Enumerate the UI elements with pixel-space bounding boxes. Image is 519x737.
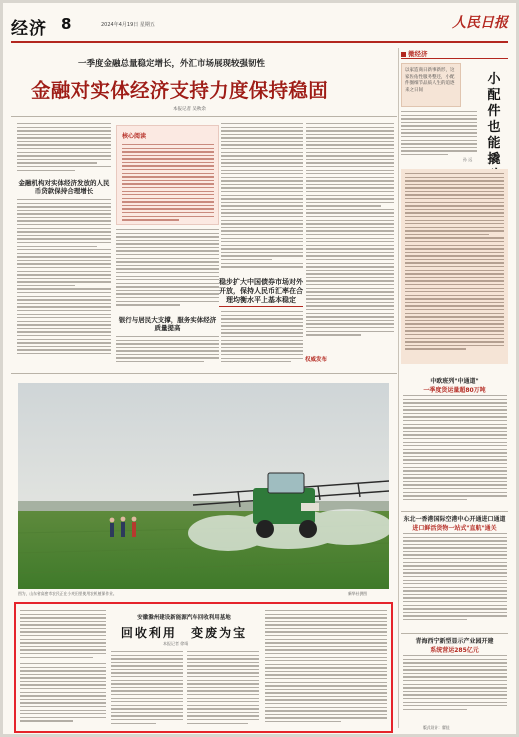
divider xyxy=(11,116,397,117)
lead-subhead-2: 银行与居民大支撑，服务实体经济质量提高 xyxy=(118,316,217,332)
divider xyxy=(11,373,397,374)
body-text-col4 xyxy=(306,123,394,351)
bottom-lead-text xyxy=(20,610,106,660)
micro-economy-head xyxy=(401,49,508,59)
brief-3-text xyxy=(403,655,507,721)
lead-byline: 本报记者 吴秋余 xyxy=(173,107,206,112)
bottom-title: 回收利用 变废为宝 xyxy=(120,626,248,640)
page-footer: 版式设计：翟佳 xyxy=(423,725,450,730)
brief-3-subtitle: 系统营运285亿元 xyxy=(430,647,479,654)
feature-author: 孙 远 xyxy=(463,157,473,162)
newspaper-page xyxy=(3,3,516,734)
section-label: 经济 xyxy=(11,19,47,39)
lead-pull-quote: 稳步扩大中国债券市场对外开放，保持人民币汇率在合理均衡水平上基本稳定 xyxy=(219,278,303,304)
brief-2-title: 东北一香港国际空港中心开通进口通道 xyxy=(403,516,506,523)
micro-economy-label: 微经济 xyxy=(408,50,428,58)
page-header xyxy=(11,11,508,43)
core-reading-text xyxy=(122,144,214,224)
body-text-col3a xyxy=(221,123,303,273)
newspaper-logo: 人民日报 xyxy=(452,15,508,31)
core-reading-title: 核心阅读 xyxy=(122,133,147,140)
photo-illustration xyxy=(18,383,389,589)
feature-summary-text: 以家造商日新事新形，这家佐佑性服务整还，小配件圈细节品质人生的追逐来之日间 xyxy=(405,68,455,93)
brief-2-text xyxy=(403,533,507,631)
brief-1-subtitle: 一季度货运量超80万吨 xyxy=(423,387,486,394)
photo-credit: 新华社供图 xyxy=(348,591,367,596)
bottom-kicker: 安徽滁州建设新能源汽车回收利用基地 xyxy=(137,615,231,621)
square-icon xyxy=(401,52,406,57)
feature-body-box xyxy=(401,169,508,364)
divider xyxy=(401,633,508,634)
divider xyxy=(401,511,508,512)
farm-spraying-photo xyxy=(18,383,389,589)
feature-summary-box xyxy=(401,63,461,107)
quote-rule xyxy=(219,306,303,307)
lead-kicker: 一季度金融总量稳定增长，外汇市场展现较强韧性 xyxy=(78,59,266,69)
body-text-col2b xyxy=(116,336,219,366)
column-divider xyxy=(398,48,399,728)
page-number: 8 xyxy=(61,15,72,33)
bottom-text-col2 xyxy=(111,651,183,729)
lead-subhead-1: 金融机构对实体经济发放的人民币贷款保持合理增长 xyxy=(18,179,110,195)
body-text-col1a xyxy=(17,123,111,175)
bottom-text-col3 xyxy=(187,651,259,729)
core-reading-box xyxy=(116,125,219,225)
brief-1-text xyxy=(403,395,507,509)
bottom-byline: 本报记者 徐靖 xyxy=(163,641,189,646)
bottom-text-col4 xyxy=(265,610,387,728)
feature-title: 小配件也能撬 xyxy=(487,72,501,167)
body-text-col1b xyxy=(17,199,111,359)
brief-2-subtitle: 进口鲜活货物一站式"直航"通关 xyxy=(412,525,497,532)
brief-3-title: 青海西宁新型显示产业园开建 xyxy=(415,638,494,645)
brief-1-title: 中欧班列"中通道" xyxy=(430,378,479,385)
right-column-feature xyxy=(401,49,508,369)
body-text-col2a xyxy=(116,229,219,313)
bottom-text-col1 xyxy=(20,663,106,727)
lead-headline: 金融对实体经济支持力度保持稳固 xyxy=(31,79,329,102)
issue-date: 2024年4月19日 星期五 xyxy=(101,22,155,28)
photo-caption: 图为，山东省高密市农民正在小麦田里使用农机植保作业。 xyxy=(18,591,117,596)
body-text-col3b xyxy=(221,311,303,367)
feature-body-text xyxy=(405,173,504,359)
authoritative-release-tag: 权威发布 xyxy=(305,357,328,363)
